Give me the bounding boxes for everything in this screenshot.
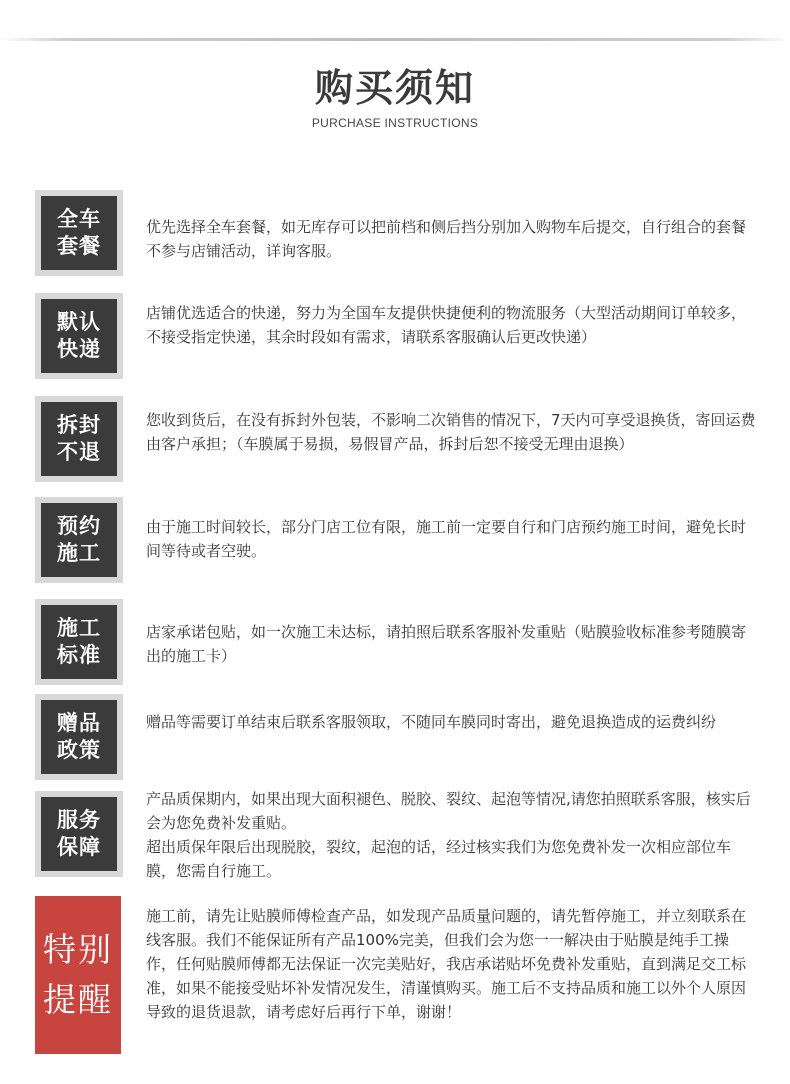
- section-badge: [35, 599, 123, 685]
- section-paragraph: 店家承诺包贴，如一次施工未达标，请拍照后联系客服补发重贴（贴膜验收标准参考随膜寄出的施工卡）: [146, 623, 747, 665]
- section-badge: [35, 293, 123, 379]
- section-description: [146, 515, 758, 563]
- section-badge: [35, 497, 123, 583]
- section-badge: [35, 396, 123, 482]
- section-badge-special: [35, 896, 121, 1054]
- section-paragraph: 产品质保期内，如果出现大面积褪色、脱胶、裂纹、起泡等情况,请您拍照联系客服，核实后会为您免费补发重贴。: [146, 790, 751, 832]
- badge-line-1: 预约: [57, 514, 101, 538]
- badge-line-1: 赠品: [57, 711, 101, 735]
- section-description: [146, 787, 758, 883]
- badge-line-2: 保障: [57, 835, 101, 859]
- badge-line-1: 施工: [57, 616, 101, 640]
- section-paragraph: 您收到货后，在没有拆封外包装，不影响二次销售的情况下，7天内可享受退换货，寄回运费由客户承担；（车膜属于易损，易假冒产品，拆封后恕不接受无理由退换）: [146, 411, 756, 453]
- page-title: 购买须知: [314, 66, 475, 110]
- badge-line-1: 默认: [57, 310, 101, 334]
- section-description: [146, 408, 758, 456]
- section-paragraph: 超出质保年限后出现脱胶，裂纹，起泡的话，经过核实我们为您免费补发一次相应部位车膜，您需自行施工。: [146, 838, 732, 880]
- section-paragraph: 优先选择全车套餐，如无库存可以把前档和侧后挡分别加入购物车后提交，自行组合的套餐不参与店铺活动，详询客服。: [146, 218, 747, 260]
- section-description: [146, 301, 758, 349]
- badge-line-1: 拆封: [57, 413, 101, 437]
- badge-line-2: 标准: [57, 643, 101, 667]
- top-divider: [0, 38, 790, 41]
- section-badge: [35, 694, 123, 780]
- section-badge: [35, 791, 123, 877]
- section-paragraph: 店铺优选适合的快递，努力为全国车友提供快捷便利的物流服务（大型活动期间订单较多，不接受指定快递，其余时段如有需求，请联系客服确认后更改快递）: [146, 304, 747, 346]
- section-paragraph: 由于施工时间较长，部分门店工位有限，施工前一定要自行和门店预约施工时间，避免长时间等待或者空驶。: [146, 518, 747, 560]
- badge-line-1: 服务: [57, 808, 101, 832]
- badge-line-2: 快递: [57, 337, 101, 361]
- section-paragraph: 赠品等需要订单结束后联系客服领取，不随同车膜同时寄出，避免退换造成的运费纠纷: [146, 713, 717, 731]
- badge-line-2: 施工: [57, 541, 101, 565]
- section-description: [146, 710, 758, 734]
- section-description: [146, 904, 758, 1024]
- section-badge: [35, 190, 123, 276]
- page-header: [0, 66, 790, 130]
- badge-line-2: 套餐: [57, 234, 101, 258]
- section-paragraph: 施工前，请先让贴膜师傅检查产品，如发现产品质量问题的，请先暂停施工，并立刻联系在线客服。我们不能保证所有产品100%完美，但我们会为您一一解决由于贴膜是纯手工操作，任何贴膜师傅都无法保证一次完美贴好，我店承诺贴坏免费补发重贴，直到满足交工标准，如果不能接受贴坏补发情况发生，清谨慎购买。施工后不支持品质和施工以外个人原因导致的退货退款，请考虑好后再行下单，谢谢！: [146, 907, 747, 1021]
- section-description: [146, 215, 758, 263]
- badge-line-2: 政策: [57, 738, 101, 762]
- badge-line-1: 特别: [43, 930, 113, 969]
- badge-line-2: 提醒: [43, 980, 113, 1019]
- badge-line-2: 不退: [57, 440, 101, 464]
- badge-line-1: 全车: [57, 207, 101, 231]
- section-description: [146, 620, 758, 668]
- page-subtitle: PURCHASE INSTRUCTIONS: [311, 116, 479, 130]
